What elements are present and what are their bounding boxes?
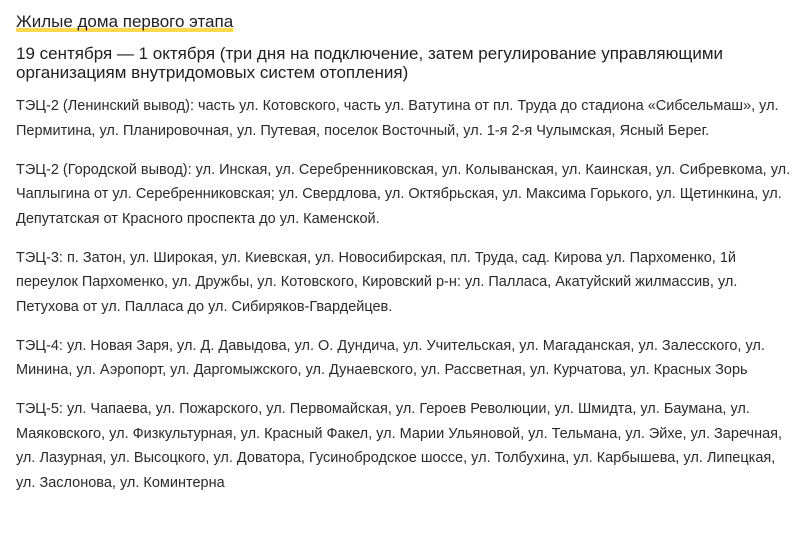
article-body — [16, 0, 792, 510]
paragraph-tec3: ТЭЦ-3: п. Затон, ул. Широкая, ул. Киевская, ул. Новосибирская, пл. Труда, сад. Кирова ул. Пархоменко, 1й переулок Пархоменко, ул. Дружбы, ул. Котовского, Кировский р-н: ул. Палласа, Акатуйский жилмассив, ул. Петухова от ул. Палласа до ул. Сибиряков-Гвардейцев. — [16, 249, 738, 315]
section-heading: Жилые дома первого этапа — [16, 12, 234, 31]
date-range-subheading: 19 сентября — 1 октября (три дня на подключение, затем регулирование управляющими организациям внутридомовых систем отопления) — [16, 44, 724, 82]
paragraph-tec5: ТЭЦ-5: ул. Чапаева, ул. Пожарского, ул. Первомайская, ул. Героев Революции, ул. Шмидта, ул. Баумана, ул. Маяковского, ул. Физкультурная, ул. Красный Факел, ул. Марии Ульяновой, ул. Тельмана, ул. Эйхе, ул. Заречная, ул. Лазурная, ул. Высоцкого, ул. Доватора, Гусинобродское шоссе, ул. Толбухина, ул. Карбышева, ул. Липецкая, ул. Заслонова, ул. Коминтерна — [16, 401, 783, 491]
paragraph-tec2-gorodskoy: ТЭЦ-2 (Городской вывод): ул. Инская, ул. Серебренниковская, ул. Колыванская, ул. Каинская, ул. Сибревкома, ул. Чаплыгина от ул. Серебренниковская; ул. Свердлова, ул. Октябрьская, ул. Максима Горького, ул. Щетинкина, ул. Депутатская от Красного проспекта до ул. Каменской. — [16, 161, 791, 227]
paragraph-tec4: ТЭЦ-4: ул. Новая Заря, ул. Д. Давыдова, ул. О. Дундича, ул. Учительская, ул. Магаданская, ул. Залесского, ул. Минина, ул. Аэропорт, ул. Даргомыжского, ул. Дунаевского, ул. Рассветная, ул. Курчатова, ул. Красных Зорь — [16, 337, 765, 378]
heading-container — [16, 10, 792, 36]
paragraph-tec2-leninsky: ТЭЦ-2 (Ленинский вывод): часть ул. Котовского, часть ул. Ватутина от пл. Труда до стадиона «Сибсельмаш», ул. Пермитина, ул. Планировочная, ул. Путевая, поселок Восточный, ул. 1-я 2-я Чулымская, Ясный Берег. — [16, 98, 779, 139]
